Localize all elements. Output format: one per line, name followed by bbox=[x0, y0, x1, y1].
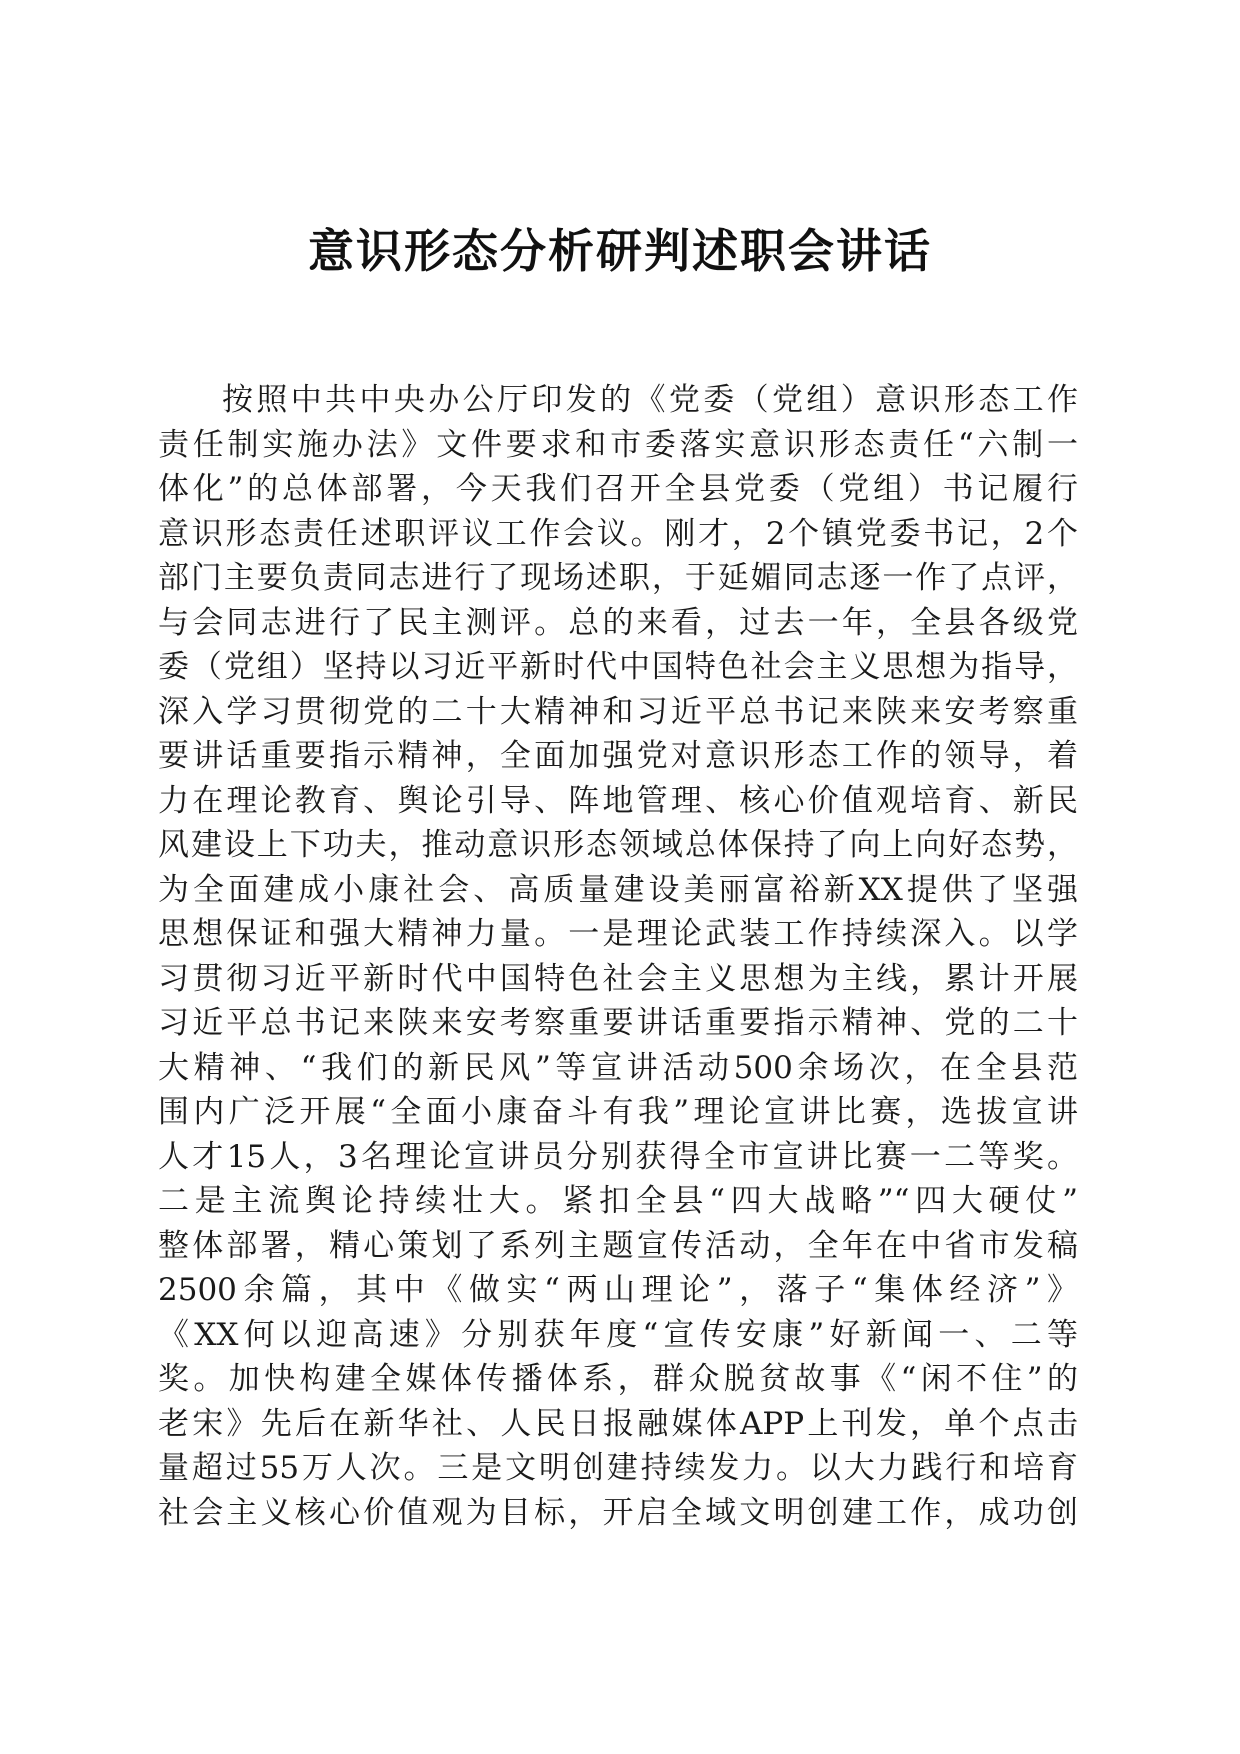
body-line: 责任制实施办法》文件要求和市委落实意识形态责任“六制一 bbox=[158, 426, 1078, 463]
body-line: 风建设上下功夫，推动意识形态领域总体保持了向上向好态势， bbox=[158, 827, 1078, 863]
body-line: 体化”的总体部署，今天我们召开全县党委（党组）书记履行 bbox=[158, 471, 1078, 507]
body-line: 大精神、“我们的新民风”等宣讲活动500余场次，在全县范 bbox=[158, 1049, 1078, 1086]
body-line: 委（党组）坚持以习近平新时代中国特色社会主义思想为指导， bbox=[158, 649, 1078, 685]
body-line: 量超过55万人次。三是文明创建持续发力。以大力践行和培育 bbox=[158, 1450, 1078, 1486]
body-line: 整体部署，精心策划了系列主题宣传活动，全年在中省市发稿 bbox=[158, 1227, 1078, 1264]
document-title: 意识形态分析研判述职会讲话 bbox=[308, 224, 932, 278]
body-line: 意识形态责任述职评议工作会议。刚才，2个镇党委书记，2个 bbox=[158, 515, 1078, 552]
body-line: 2500余篇，其中《做实“两山理论”，落子“集体经济”》 bbox=[158, 1272, 1078, 1308]
body-line: 奖。加快构建全媒体传播体系，群众脱贫故事《“闲不住”的 bbox=[158, 1361, 1078, 1397]
body-line: 深入学习贯彻党的二十大精神和习近平总书记来陕来安考察重 bbox=[158, 693, 1078, 730]
body-line: 部门主要负责同志进行了现场述职，于延媚同志逐一作了点评， bbox=[158, 560, 1078, 596]
body-line: 要讲话重要指示精神，全面加强党对意识形态工作的领导，着 bbox=[158, 738, 1078, 774]
document-body bbox=[158, 378, 1078, 1535]
body-line: 为全面建成小康社会、高质量建设美丽富裕新XX提供了坚强 bbox=[158, 871, 1078, 908]
body-line: 围内广泛开展“全面小康奋斗有我”理论宣讲比赛，选拔宣讲 bbox=[158, 1094, 1078, 1130]
body-line: 思想保证和强大精神力量。一是理论武装工作持续深入。以学 bbox=[158, 916, 1078, 952]
body-line: 社会主义核心价值观为目标，开启全域文明创建工作，成功创 bbox=[158, 1494, 1078, 1531]
body-line: 习贯彻习近平新时代中国特色社会主义思想为主线，累计开展 bbox=[158, 960, 1078, 997]
body-line: 《XX何以迎高速》分别获年度“宣传安康”好新闻一、二等 bbox=[158, 1316, 1078, 1353]
body-line: 按照中共中央办公厅印发的《党委（党组）意识形态工作 bbox=[222, 382, 1078, 418]
body-line: 老宋》先后在新华社、人民日报融媒体APP上刊发，单个点击 bbox=[158, 1405, 1078, 1442]
body-line: 与会同志进行了民主测评。总的来看，过去一年，全县各级党 bbox=[158, 604, 1078, 641]
body-line: 人才15人，3名理论宣讲员分别获得全市宣讲比赛一二等奖。 bbox=[158, 1138, 1078, 1175]
body-line: 习近平总书记来陕来安考察重要讲话重要指示精神、党的二十 bbox=[158, 1005, 1078, 1041]
body-line: 力在理论教育、舆论引导、阵地管理、核心价值观培育、新民 bbox=[158, 782, 1078, 819]
body-line: 二是主流舆论持续壮大。紧扣全县“四大战略”“四大硬仗” bbox=[158, 1183, 1078, 1219]
